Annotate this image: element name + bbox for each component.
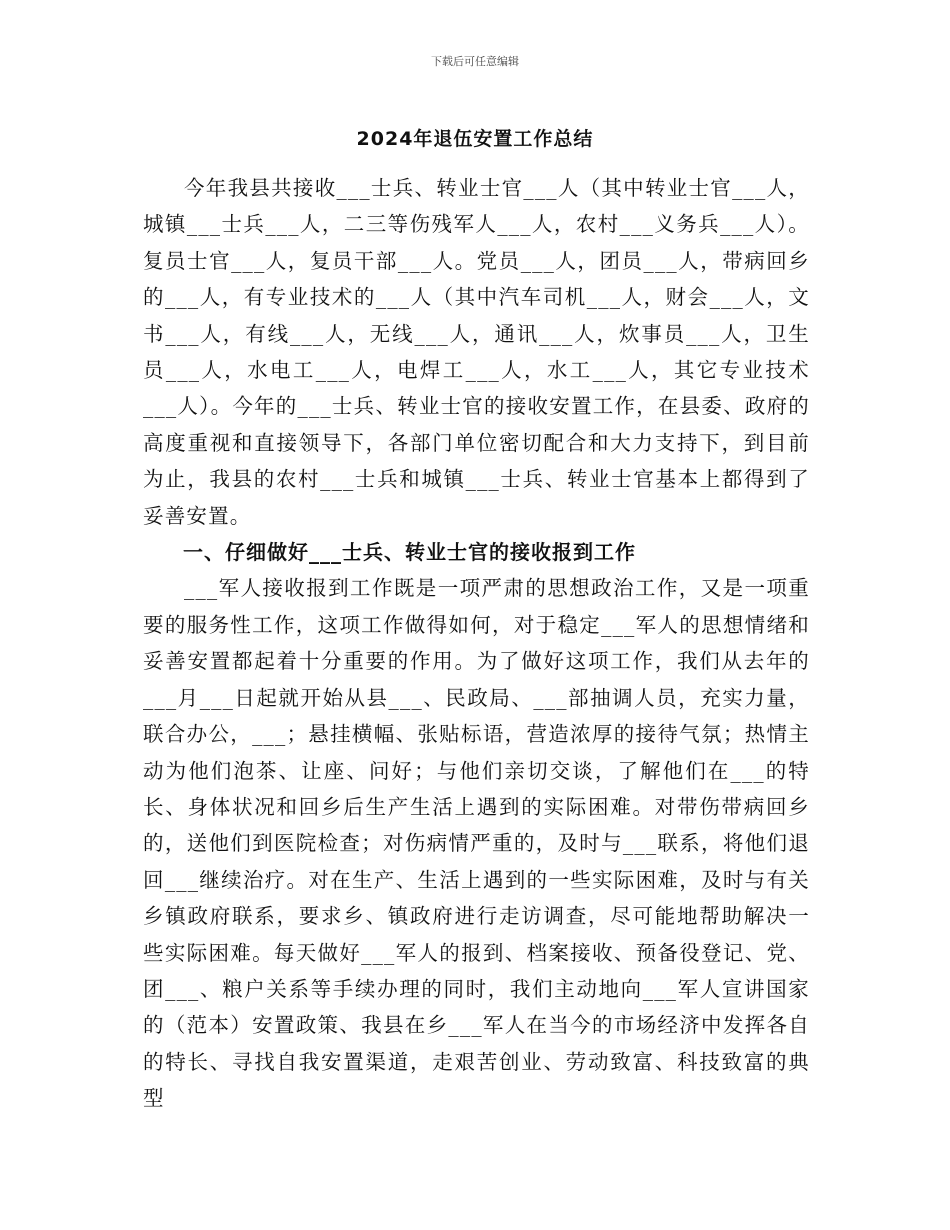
section-paragraph: ___军人接收报到工作既是一项严肃的思想政治工作，又是一项重要的服务性工作，这项工作做得如何，对于稳定___军人的思想情绪和妥善安置都起着十分重要的作用。为了做好这项工作，我们从去年的___月___日起就开始从县___、民政局、___部抽调人员，充实力量，联合办公，___；悬挂横幅、张贴标语，营造浓厚的接待气氛；热情主动为他们泡茶、让座、问好；与他们亲切交谈，了解他们在___的特长、身体状况和回乡后生产生活上遇到的实际困难。对带伤带病回乡的，送他们到医院检查；对伤病情严重的，及时与___联系，将他们退回___继续治疗。对在生产、生活上遇到的一些实际困难，及时与有关乡镇政府联系，要求乡、镇政府进行走访调查，尽可能地帮助解决一些实际困难。每天做好___军人的报到、档案接收、预备役登记、党、团___、粮户关系等手续办理的同时，我们主动地向___军人宣讲国家的（范本）安置政策、我县在乡___军人在当今的市场经济中发挥各自的特长、寻找自我安置渠道，走艰苦创业、劳动致富、科技致富的典型 — [143, 576, 810, 1111]
section-heading: 一、仔细做好___士兵、转业士官的接收报到工作 — [183, 540, 636, 565]
header-note: 下载后可任意编辑 — [431, 55, 519, 68]
document-body — [143, 170, 810, 1117]
document-title: 2024年退伍安置工作总结 — [356, 128, 594, 150]
intro-paragraph: 今年我县共接收___士兵、转业士官___人（其中转业士官___人，城镇___士兵___人，二三等伤残军人___人，农村___义务兵___人）。复员士官___人，复员干部___人。党员___人，团员___人，带病回乡的___人，有专业技术的___人（其中汽车司机___人，财会___人，文书___人，有线___人，无线___人，通讯___人，炊事员___人，卫生员___人，水电工___人，电焊工___人，水工___人，其它专业技术___人）。今年的___士兵、转业士官的接收安置工作，在县委、政府的高度重视和直接领导下，各部门单位密切配合和大力支持下，到目前为止，我县的农村___士兵和城镇___士兵、转业士官基本上都得到了妥善安置。 — [143, 176, 810, 528]
